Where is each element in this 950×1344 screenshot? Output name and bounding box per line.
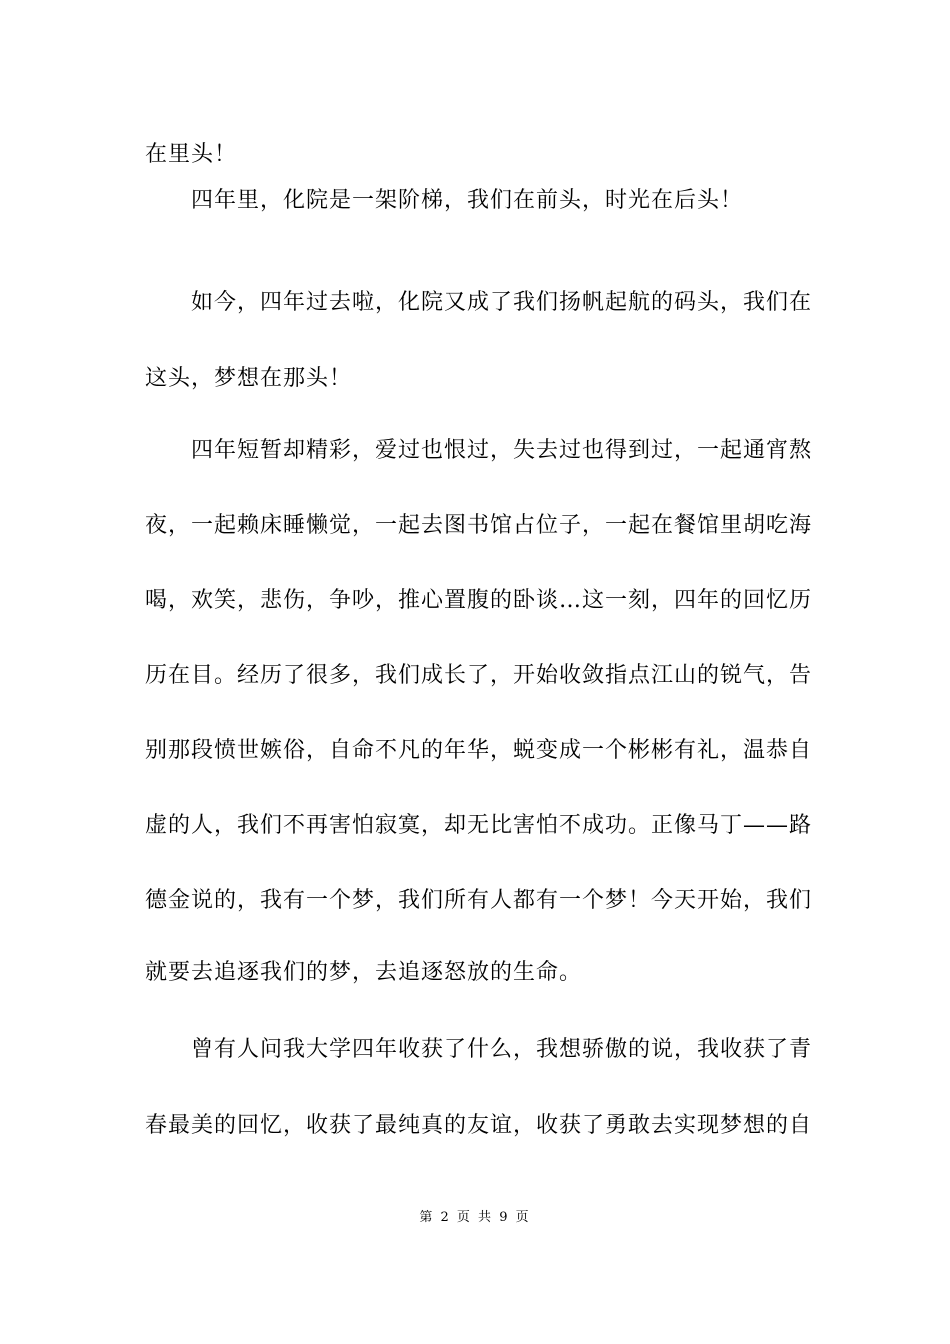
text-line: 喝，欢笑，悲伤，争吵，推心置腹的卧谈…这一刻，四年的回忆历 [145, 588, 813, 613]
text-line: 虚的人，我们不再害怕寂寞，却无比害怕不成功。正像马丁——路 [145, 813, 813, 838]
text-line: 德金说的，我有一个梦，我们所有人都有一个梦！今天开始，我们 [145, 888, 813, 913]
page-number-footer: 第 2 页 共 9 页 [419, 1210, 531, 1225]
text-line: 在里头！ [145, 142, 238, 167]
paragraph-start: 如今，四年过去啦，化院又成了我们扬帆起航的码头，我们在 [191, 290, 813, 315]
text-line: 这头，梦想在那头！ [145, 366, 353, 391]
paragraph-start: 四年里，化院是一架阶梯，我们在前头，时光在后头！ [191, 188, 744, 213]
paragraph-start: 曾有人问我大学四年收获了什么，我想骄傲的说，我收获了青 [191, 1037, 813, 1062]
text-line: 夜，一起赖床睡懒觉，一起去图书馆占位子，一起在餐馆里胡吃海 [145, 513, 813, 538]
text-line: 别那段愤世嫉俗，自命不凡的年华，蜕变成一个彬彬有礼，温恭自 [145, 738, 813, 763]
paragraph-start: 四年短暂却精彩，爱过也恨过，失去过也得到过，一起通宵熬 [191, 438, 813, 463]
text-line: 春最美的回忆，收获了最纯真的友谊，收获了勇敢去实现梦想的自 [145, 1113, 813, 1138]
text-line: 就要去追逐我们的梦，去追逐怒放的生命。 [145, 960, 583, 985]
text-line: 历在目。经历了很多，我们成长了，开始收敛指点江山的锐气，告 [145, 663, 813, 688]
